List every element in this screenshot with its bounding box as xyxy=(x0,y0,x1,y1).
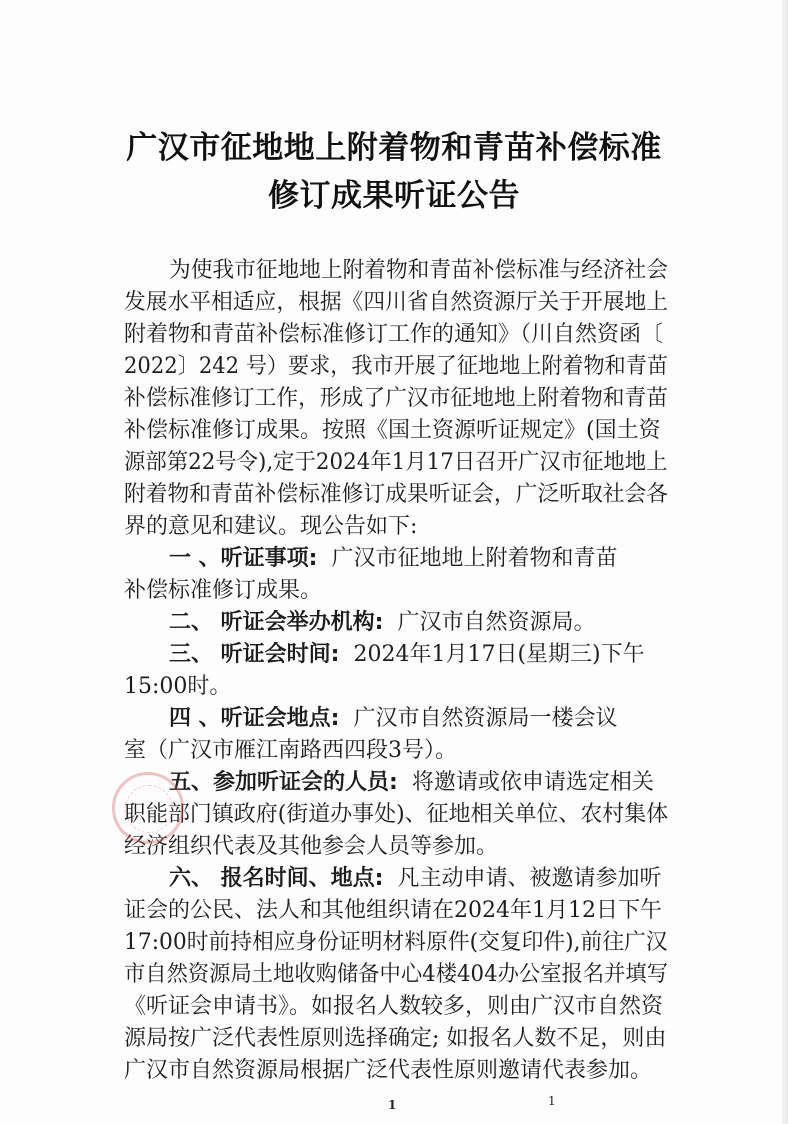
item-3-label: 三、 听证会时间: xyxy=(169,642,340,667)
intro-line: 2022〕242 号）要求，我市开展了征地地上附着物和青苗 xyxy=(124,354,668,379)
item-5-cont: 职能部门镇政府(街道办事处)、征地相关单位、农村集体 xyxy=(124,802,669,827)
item-1 xyxy=(169,544,617,574)
item-6-cont: 证会的公民、法人和其他组织请在2024年1月12日下午 xyxy=(124,898,662,923)
item-1-label: 一 、听证事项: xyxy=(169,546,318,571)
title-line-1: 广汉市征地地上附着物和青苗补偿标准 xyxy=(126,130,662,166)
item-6-cont: 《听证会申请书》。如报名人数较多，则由广汉市自然资 xyxy=(124,994,664,1019)
intro-line: 补偿标准修订工作，形成了广汉市征地地上附着物和青苗 xyxy=(124,386,669,411)
item-5-text: 将邀请或依申请选定相关 xyxy=(411,770,654,795)
item-5-label: 五、参加听证会的人员: xyxy=(169,770,398,795)
title-line-2: 修订成果听证公告 xyxy=(268,178,520,214)
page-number: 1 xyxy=(388,1098,397,1112)
scan-edge xyxy=(782,0,788,1124)
item-6 xyxy=(169,864,661,894)
item-2-label: 二、 听证会举办机构: xyxy=(169,610,384,635)
intro-line: 补偿标准修订成果。按照《国土资源听证规定》(国土资 xyxy=(124,418,661,443)
intro-line: 附着物和青苗补偿标准修订成果听证会，广泛听取社会各 xyxy=(124,482,669,507)
seal-inner-ring xyxy=(125,785,173,833)
item-4-cont: 室（广汉市雁江南路西四段3号）。 xyxy=(124,738,457,763)
page-number-right: 1 xyxy=(548,1094,556,1108)
item-5 xyxy=(169,768,654,798)
item-6-cont: 市自然资源局土地收购储备中心4楼404办公室报名并填写 xyxy=(124,962,669,987)
item-6-label: 六、 报名时间、地点: xyxy=(169,866,384,891)
item-1-cont: 补偿标准修订成果。 xyxy=(124,578,323,603)
item-6-cont: 17:00时前持相应身份证明材料原件(交复印件),前往广汉 xyxy=(124,930,668,955)
item-4-label: 四 、听证会地点: xyxy=(169,706,340,731)
item-3-cont: 15:00时。 xyxy=(124,674,232,699)
item-6-cont: 广汉市自然资源局根据广泛代表性原则邀请代表参加。 xyxy=(124,1058,653,1083)
intro-line: 界的意见和建议。现公告如下: xyxy=(124,514,418,539)
item-4-text: 广汉市自然资源局一楼会议 xyxy=(353,706,618,731)
item-3 xyxy=(169,640,645,670)
intro-line: 源部第22号令),定于2024年1月17日召开广汉市征地地上 xyxy=(124,450,668,475)
item-6-cont: 源局按广泛代表性原则选择确定; 如报名人数不足，则由 xyxy=(124,1026,667,1051)
item-6-text: 凡主动申请、被邀请参加听 xyxy=(397,866,662,891)
item-1-text: 广汉市征地地上附着物和青苗 xyxy=(331,546,618,571)
item-4 xyxy=(169,704,617,734)
item-2 xyxy=(169,608,595,638)
seal-stamp xyxy=(112,772,184,844)
item-5-cont: 经济组织代表及其他参会人员等参加。 xyxy=(124,834,499,859)
intro-line: 为使我市征地地上附着物和青苗补偿标准与经济社会 xyxy=(169,258,669,283)
item-2-text: 广汉市自然资源局。 xyxy=(397,610,596,635)
intro-line: 附着物和青苗补偿标准修订工作的通知》（川自然资函〔 xyxy=(124,322,664,347)
item-3-text: 2024年1月17日(星期三)下午 xyxy=(353,642,645,667)
intro-line: 发展水平相适应，根据《四川省自然资源厅关于开展地上 xyxy=(124,290,669,315)
